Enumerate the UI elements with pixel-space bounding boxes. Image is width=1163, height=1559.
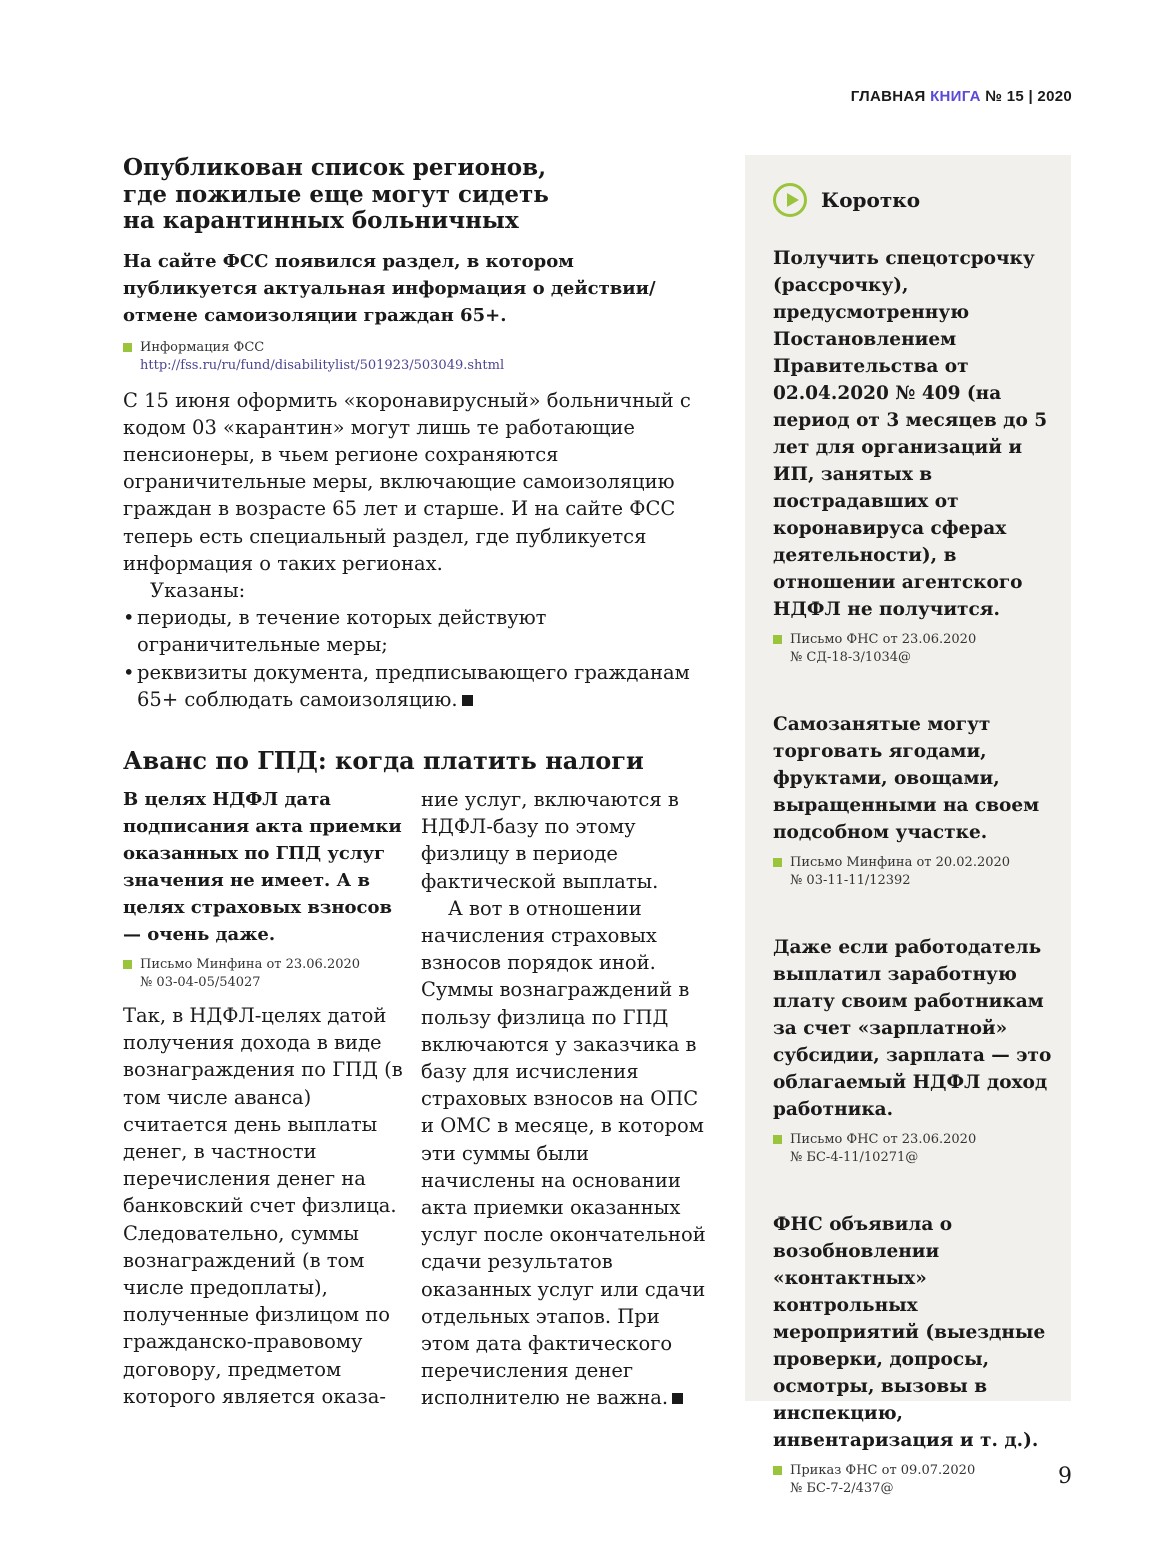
source-marker-icon: [123, 960, 132, 969]
article-1-title: Опубликован список регионов, где пожилые еще могут сидеть на карантинных больничных: [123, 154, 549, 234]
list-item: • периоды, в течение которых действуют ограничительные меры;: [123, 606, 547, 657]
source-link[interactable]: http://fss.ru/ru/fund/disabilitylist/501923/503049.shtml: [140, 357, 505, 373]
page-number: 9: [1058, 1464, 1072, 1489]
list-item: Самозанятые могут торговать ягодами, фруктами, овощами, выращенными на своем подсобном участке. Письмо Минфина от 20.02.2020 № 03-11-11/12392: [773, 711, 1058, 890]
source-name: Информация ФСС: [140, 339, 265, 355]
article-2-column-1: [123, 786, 408, 1410]
article-1: [123, 155, 695, 713]
sidebar-source: Письмо Минфина от 20.02.2020 № 03-11-11/12392: [773, 854, 1058, 890]
article-1-bullet-list: [123, 604, 695, 713]
list-item: Получить спецотсрочку (рассрочку), предусмотренную Постановлением Правительства от 02.04.2020 № 409 (на период от 3 месяцев до 5 лет для организаций и ИП, занятых в пострадавших от коронавируса сферах деятельности), в отношении агентского НДФЛ не получится. Письмо ФНС от 23.06.2020 № СД-18-3/1034@: [773, 245, 1058, 667]
article-2-lead: В целях НДФЛ дата подписания акта приемки оказанных по ГПД услуг значения не имеет. А в целях страховых взносов — очень даже.: [123, 789, 402, 945]
article-2-paragraph-2: А вот в отношении начисления страховых взносов порядок иной. Суммы вознаграждений в пользу физлица по ГПД включаются у заказчика в базу для исчисления страховых взносов на ОПС и ОМС в месяце, в котором эти суммы были начислены на основании акта приемки оказанных услуг после окончательной сдачи результатов оказанных услуг или сдачи отдельных этапов. При этом дата фактического перечисления денег исполнителю не важна.: [421, 896, 706, 1410]
list-item: • реквизиты документа, предписывающего гражданам 65+ соблюдать самоизоляцию.: [123, 660, 690, 711]
article-1-paragraph-2: Указаны:: [150, 578, 246, 602]
list-item: Даже если работодатель выплатил заработную плату своим работникам за счет «зарплатной» субсидии, зарплата — это облагаемый НДФЛ доход работника. Письмо ФНС от 23.06.2020 № БС-4-11/10271@: [773, 934, 1058, 1167]
list-item: ФНС объявила о возобновлении «контактных» контрольных мероприятий (выездные проверки, допросы, осмотры, вызовы в инспекцию, инвентаризация и т. д.). Приказ ФНС от 09.07.2020 № БС-7-2/437@: [773, 1211, 1058, 1498]
sidebar-source: Письмо ФНС от 23.06.2020 № СД-18-3/1034@: [773, 631, 1058, 667]
end-of-article-icon: [462, 695, 473, 706]
article-2-source: Письмо Минфина от 23.06.2020 № 03-04-05/54027: [123, 956, 408, 992]
play-icon: [773, 183, 807, 217]
sidebar-items: [773, 245, 1058, 1542]
source-marker-icon: [773, 1466, 782, 1475]
running-header: [851, 88, 1072, 105]
article-1-paragraph: С 15 июня оформить «коронавирусный» больничный с кодом 03 «карантин» могут лишь те работающие пенсионеры, в чьем регионе сохраняются ограничительные меры, включающие самоизоляцию граждан в возрасте 65 лет и старше. И на сайте ФСС теперь есть специальный раздел, где публикуется информация о таких регионах.: [123, 388, 691, 575]
article-1-source: [123, 339, 695, 375]
issue-number: № 15 | 2020: [985, 88, 1072, 105]
end-of-article-icon: [672, 1393, 683, 1404]
article-2-column-2: [421, 786, 706, 1412]
source-marker-icon: [123, 343, 132, 352]
sidebar-title: Коротко: [821, 188, 921, 212]
magazine-name-part2: КНИГА: [930, 88, 981, 105]
article-2-paragraph: Так, в НДФЛ-целях датой получения дохода в виде вознаграждения по ГПД (в том числе аванса) считается день выплаты денег, в частности перечисления денег на банковский счет физлица. Следовательно, суммы вознаграждений (в том числе предоплаты), полученные физлицом по гражданско-правовому договору, предметом которого является оказа-: [123, 1004, 403, 1408]
magazine-name-part1: ГЛАВНАЯ: [850, 88, 926, 105]
article-2-paragraph-cont: ние услуг, включаются в НДФЛ-базу по этому физлицу в периоде фактической выплаты.: [421, 788, 679, 893]
source-marker-icon: [773, 635, 782, 644]
source-marker-icon: [773, 1135, 782, 1144]
article-2-title: Аванс по ГПД: когда платить налоги: [123, 746, 644, 775]
sidebar-source: Письмо ФНС от 23.06.2020 № БС-4-11/10271@: [773, 1131, 1058, 1167]
sidebar-briefly: [745, 155, 1071, 1496]
sidebar-source: Приказ ФНС от 09.07.2020 № БС-7-2/437@: [773, 1462, 1058, 1498]
source-marker-icon: [773, 858, 782, 867]
sidebar-header: [773, 183, 920, 217]
article-1-lead: На сайте ФСС появился раздел, в котором публикуется актуальная информация о действии/отмене самоизоляции граждан 65+.: [123, 250, 656, 326]
